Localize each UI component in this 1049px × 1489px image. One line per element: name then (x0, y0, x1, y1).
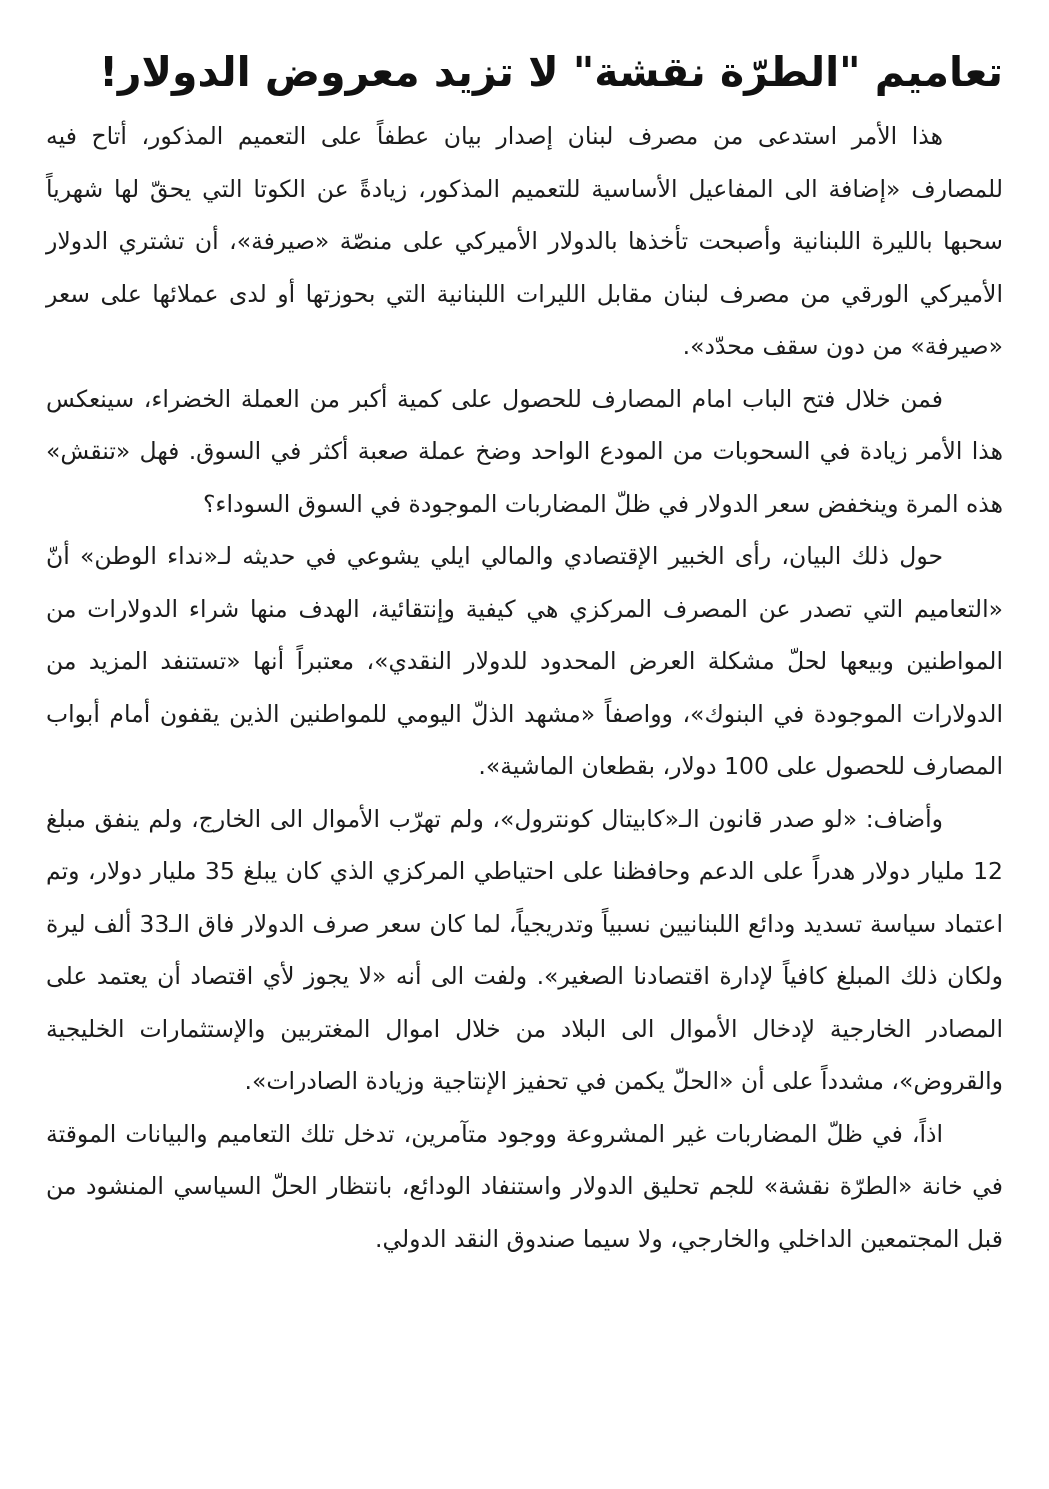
article-paragraph: حول ذلك البيان، رأى الخبير الإقتصادي والمالي ايلي يشوعي في حديثه لـ«نداء الوطن» أنّ «التعاميم التي تصدر عن المصرف المركزي هي كيفية وإنتقائية، الهدف منها شراء الدولارات من المواطنين وبيعها لحلّ مشكلة العرض المحدود للدولار النقدي»، معتبراً أنها «تستنفد المزيد من الدولارات الموجودة في البنوك»، وواصفاً «مشهد الذلّ اليومي للمواطنين الذين يقفون أمام أبواب المصارف للحصول على 100 دولار، بقطعان الماشية». (46, 542, 1003, 780)
article-paragraph: اذاً، في ظلّ المضاربات غير المشروعة ووجود متآمرين، تدخل تلك التعاميم والبيانات الموقتة في خانة «الطرّة نقشة» للجم تحليق الدولار واستنفاد الودائع، بانتظار الحلّ السياسي المنشود من قبل المجتمعين الداخلي والخارجي، ولا سيما صندوق النقد الدولي. (46, 1119, 1003, 1253)
article-headline: تعاميم "الطرّة نقشة" لا تزيد معروض الدولار! (99, 48, 1003, 96)
article-paragraph: فمن خلال فتح الباب امام المصارف للحصول على كمية أكبر من العملة الخضراء، سينعكس هذا الأمر زيادة في السحوبات من المودع الواحد وضخ عملة صعبة أكثر في السوق. فهل «تنقش» هذه المرة وينخفض سعر الدولار في ظلّ المضاربات الموجودة في السوق السوداء؟ (46, 384, 1003, 518)
article-paragraph: هذا الأمر استدعى من مصرف لبنان إصدار بيان عطفاً على التعميم المذكور، أتاح فيه للمصارف «إضافة الى المفاعيل الأساسية للتعميم المذكور، زيادةً عن الكوتا التي يحقّ لها شهرياً سحبها بالليرة اللبنانية وأصبحت تأخذها بالدولار الأميركي على منصّة «صيرفة»، أن تشتري الدولار الأميركي الورقي من مصرف لبنان مقابل الليرات اللبنانية التي بحوزتها أو لدى عملائها على سعر «صيرفة» من دون سقف محدّد». (46, 122, 1003, 360)
article-paragraph: وأضاف: «لو صدر قانون الـ«كابيتال كونترول»، ولم تهرّب الأموال الى الخارج، ولم ينفق مبلغ 12 مليار دولار هدراً على الدعم وحافظنا على احتياطي المركزي الذي كان يبلغ 35 مليار دولار، وتم اعتماد سياسة تسديد ودائع اللبنانيين نسبياً وتدريجياً، لما كان سعر صرف الدولار فاق الـ33 ألف ليرة ولكان ذلك المبلغ كافياً لإدارة اقتصادنا الصغير». ولفت الى أنه «لا يجوز لأي اقتصاد أن يعتمد على المصادر الخارجية لإدخال الأموال الى البلاد من خلال اموال المغتربين والإستثمارات الخليجية والقروض»، مشدداً على أن «الحلّ يكمن في تحفيز الإنتاجية وزيادة الصادرات». (46, 804, 1003, 1095)
article-body (46, 110, 1003, 1265)
